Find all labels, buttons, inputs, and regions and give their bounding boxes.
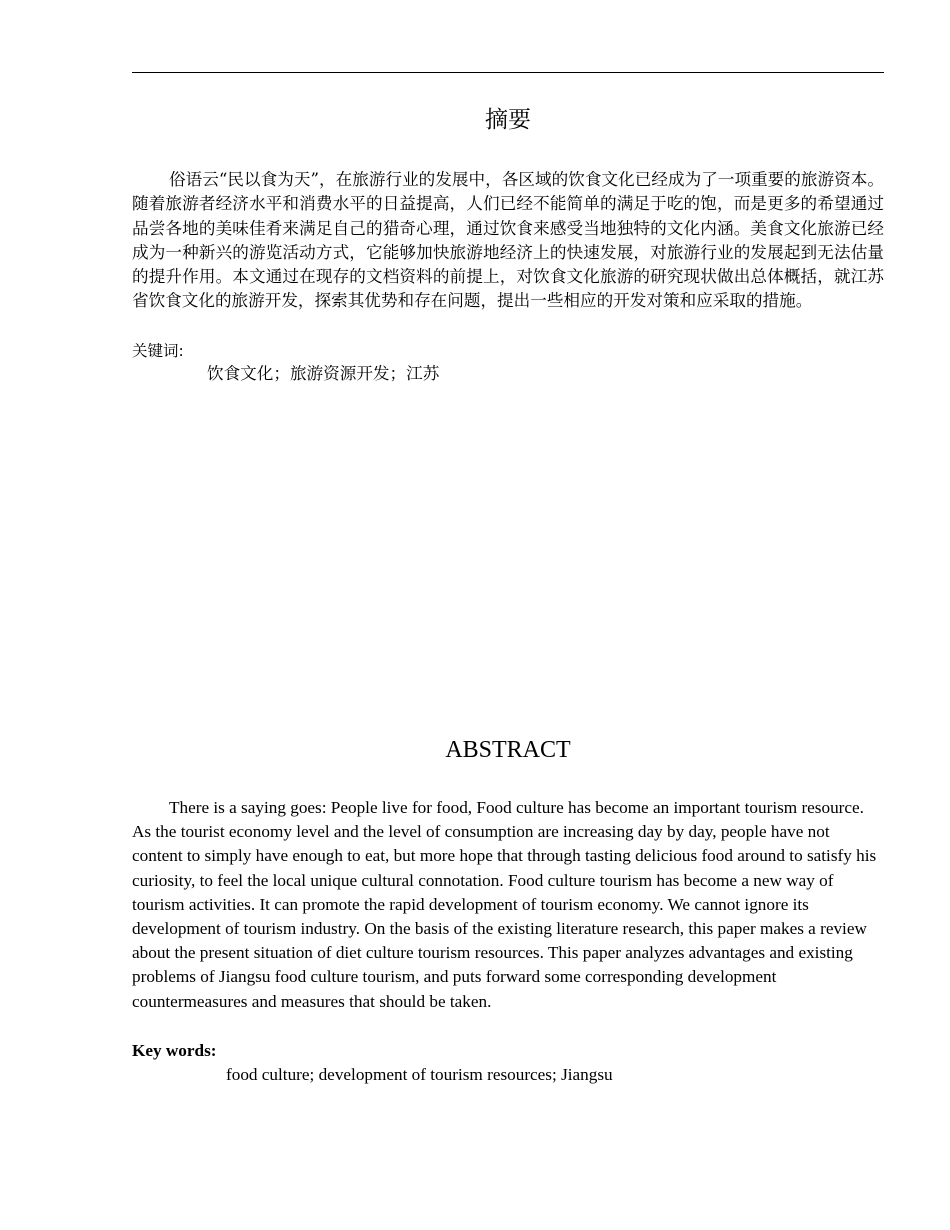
- english-abstract-title: ABSTRACT: [445, 737, 571, 763]
- chinese-keywords: 饮食文化；旅游资源开发；江苏: [207, 364, 440, 383]
- english-abstract-body: There is a saying goes: People live for food, Food culture has become an important tourism resource. As the tourist economy level and the level of consumption are increasing day by day, people have not content to simply have enough to eat, but more hope that through tasting delicious food around to satisfy his curiosity, to feel the local unique cultural connotation. Food culture tourism has become a new way of tourism activities. It can promote the rapid development of tourism economy. We cannot ignore its development of tourism industry. On the basis of the existing literature research, this paper makes a review about the present situation of diet culture tourism resources. This paper analyzes advantages and existing problems of Jiangsu food culture tourism, and puts forward some corresponding development countermeasures and measures that should be taken.: [132, 798, 877, 1011]
- english-keywords-label: Key words:: [132, 1041, 217, 1060]
- header-rule: [132, 72, 884, 73]
- chinese-abstract-title: 摘要: [485, 107, 531, 133]
- chinese-keywords-label: 关键词:: [132, 342, 184, 360]
- english-keywords: food culture; development of tourism resources; Jiangsu: [226, 1065, 613, 1084]
- chinese-abstract-body: 俗语云“民以食为天”，在旅游行业的发展中，各区域的饮食文化已经成为了一项重要的旅游资本。随着旅游者经济水平和消费水平的日益提高，人们已经不能简单的满足于吃的饱，而是更多的希望通过品尝各地的美味佳肴来满足自己的猎奇心理，通过饮食来感受当地独特的文化内涵。美食文化旅游已经成为一种新兴的游览活动方式，它能够加快旅游地经济上的快速发展，对旅游行业的发展起到无法估量的提升作用。本文通过在现存的文档资料的前提上，对饮食文化旅游的研究现状做出总体概括，就江苏省饮食文化的旅游开发，探索其优势和存在问题，提出一些相应的开发对策和应采取的措施。: [132, 170, 884, 311]
